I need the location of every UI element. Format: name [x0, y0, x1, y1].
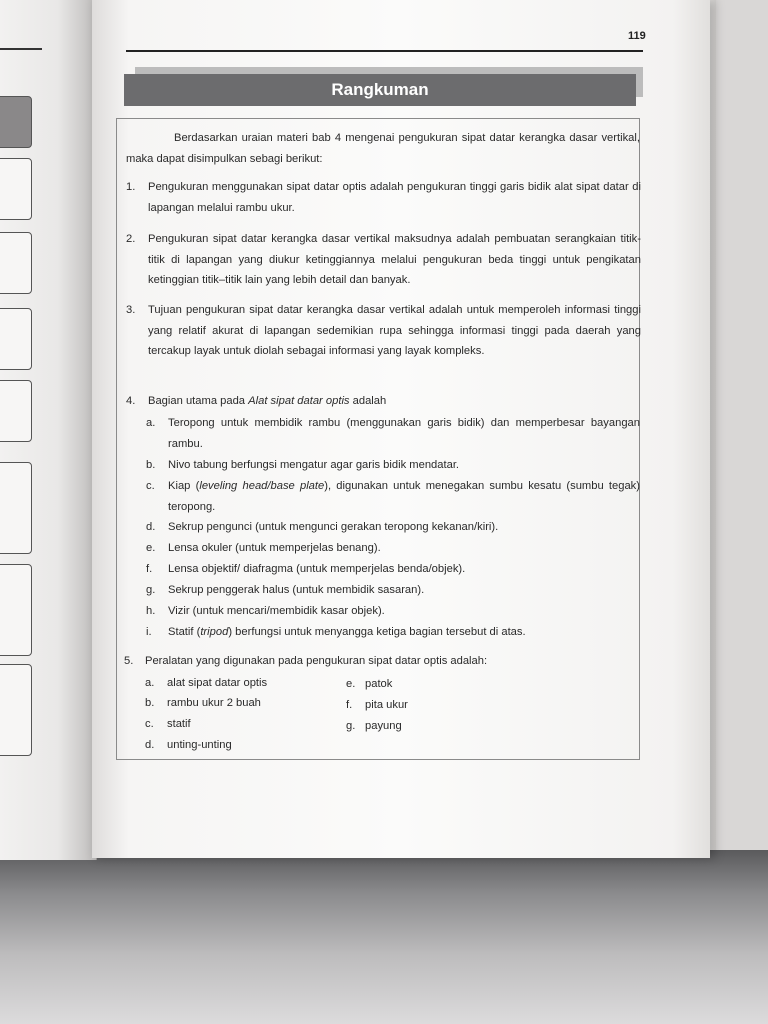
item-text: Teropong untuk membidik rambu (menggunakan garis bidik) dan memperbesar bayangan rambu. — [168, 417, 640, 450]
item-letter: f. — [146, 563, 153, 575]
item-text: Lensa objektif/ diafragma (untuk memperjelas benda/objek). — [168, 563, 466, 575]
item-letter: e. — [146, 542, 156, 554]
item-text-part: ), digunakan untuk menegakan sumbu kesatu (sumbu tegak) teropong. — [168, 480, 640, 513]
left-page-tab — [0, 158, 32, 220]
item-text — [168, 622, 640, 643]
point-number: 4. — [126, 395, 136, 407]
header-rule — [126, 50, 643, 52]
item-text: Vizir (untuk mencari/membidik kasar objek). — [168, 605, 385, 617]
item-text-part: ) berfungsi untuk menyangga ketiga bagian tersebut di atas. — [228, 626, 526, 638]
item-text-italic: tripod — [200, 626, 229, 638]
item-letter: d. — [146, 521, 156, 533]
equipment-item: unting-unting — [167, 739, 232, 751]
point-text-italic: Alat sipat datar optis — [248, 395, 350, 407]
item-letter: h. — [146, 605, 156, 617]
point-text: Tujuan pengukuran sipat datar kerangka dasar vertikal adalah untuk memperoleh informasi tinggi yang relatif akurat di lapangan sedemikian rupa sehingga informasi tinggi pada daerah yang tercakup layak untuk diolah sebagai informasi yang layak kompleks. — [148, 304, 641, 357]
equipment-letter: c. — [145, 718, 154, 730]
item-letter: b. — [146, 459, 156, 471]
point-number: 2. — [126, 233, 136, 245]
item-text: Sekrup pengunci (untuk mengunci gerakan teropong kekanan/kiri). — [168, 521, 499, 533]
point-number: 1. — [126, 181, 136, 193]
item-text — [168, 476, 640, 517]
item-text: Sekrup penggerak halus (untuk membidik sasaran). — [168, 584, 425, 596]
equipment-item: patok — [365, 678, 393, 690]
item-text-italic: leveling head/base plate — [199, 480, 325, 492]
point-number: 3. — [126, 304, 136, 316]
item-text-part: Kiap ( — [168, 480, 200, 492]
page-number: 119 — [628, 30, 646, 42]
point-text-part: Bagian utama pada — [148, 395, 249, 407]
point-text: Pengukuran menggunakan sipat datar optis adalah pengukuran tinggi garis bidik alat sipat datar di lapangan melalui rambu ukur. — [148, 181, 641, 214]
item-text: Lensa okuler (untuk memperjelas benang). — [168, 542, 381, 554]
intro-paragraph: Berdasarkan uraian materi bab 4 mengenai pengukuran sipat datar kerangka dasar vertikal, maka dapat disimpulkan sebagi berikut: — [126, 132, 640, 165]
left-page-edge — [0, 0, 97, 860]
item-letter: c. — [146, 480, 155, 492]
point-text-part: adalah — [349, 395, 387, 407]
heading-banner: Rangkuman — [124, 74, 636, 106]
equipment-letter: b. — [145, 697, 155, 709]
equipment-item: rambu ukur 2 buah — [167, 697, 261, 709]
left-page-tab — [0, 232, 32, 294]
item-letter: g. — [146, 584, 156, 596]
point-text: Pengukuran sipat datar kerangka dasar vertikal maksudnya adalah pembuatan serangkaian titik-titik di lapangan yang diukur ketinggiannya melalui pengukuran beda tinggi untuk pengikatan ketinggian titik–titik lain yang lebih detail dan banyak. — [148, 233, 641, 286]
item-letter: i. — [146, 626, 152, 638]
left-page-tab — [0, 380, 32, 442]
equipment-letter: d. — [145, 739, 155, 751]
left-page-tab — [0, 96, 32, 148]
point-number: 5. — [124, 655, 134, 667]
equipment-letter: a. — [145, 677, 155, 689]
equipment-item: alat sipat datar optis — [167, 677, 268, 689]
equipment-item: statif — [167, 718, 191, 730]
left-page-tab — [0, 462, 32, 554]
equipment-letter: g. — [346, 720, 356, 732]
item-letter: a. — [146, 417, 156, 429]
point-text — [148, 391, 641, 412]
item-text-part: Statif ( — [168, 626, 201, 638]
equipment-letter: f. — [346, 699, 353, 711]
equipment-letter: e. — [346, 678, 356, 690]
left-page-tab — [0, 664, 32, 756]
scan-background — [0, 850, 768, 1024]
left-page-tab — [0, 564, 32, 656]
item-text: Nivo tabung berfungsi mengatur agar garis bidik mendatar. — [168, 459, 460, 471]
left-page-rule — [0, 48, 42, 50]
left-page-tab — [0, 308, 32, 370]
equipment-item: payung — [365, 720, 402, 732]
point-text: Peralatan yang digunakan pada pengukuran sipat datar optis adalah: — [145, 655, 488, 667]
equipment-item: pita ukur — [365, 699, 408, 711]
